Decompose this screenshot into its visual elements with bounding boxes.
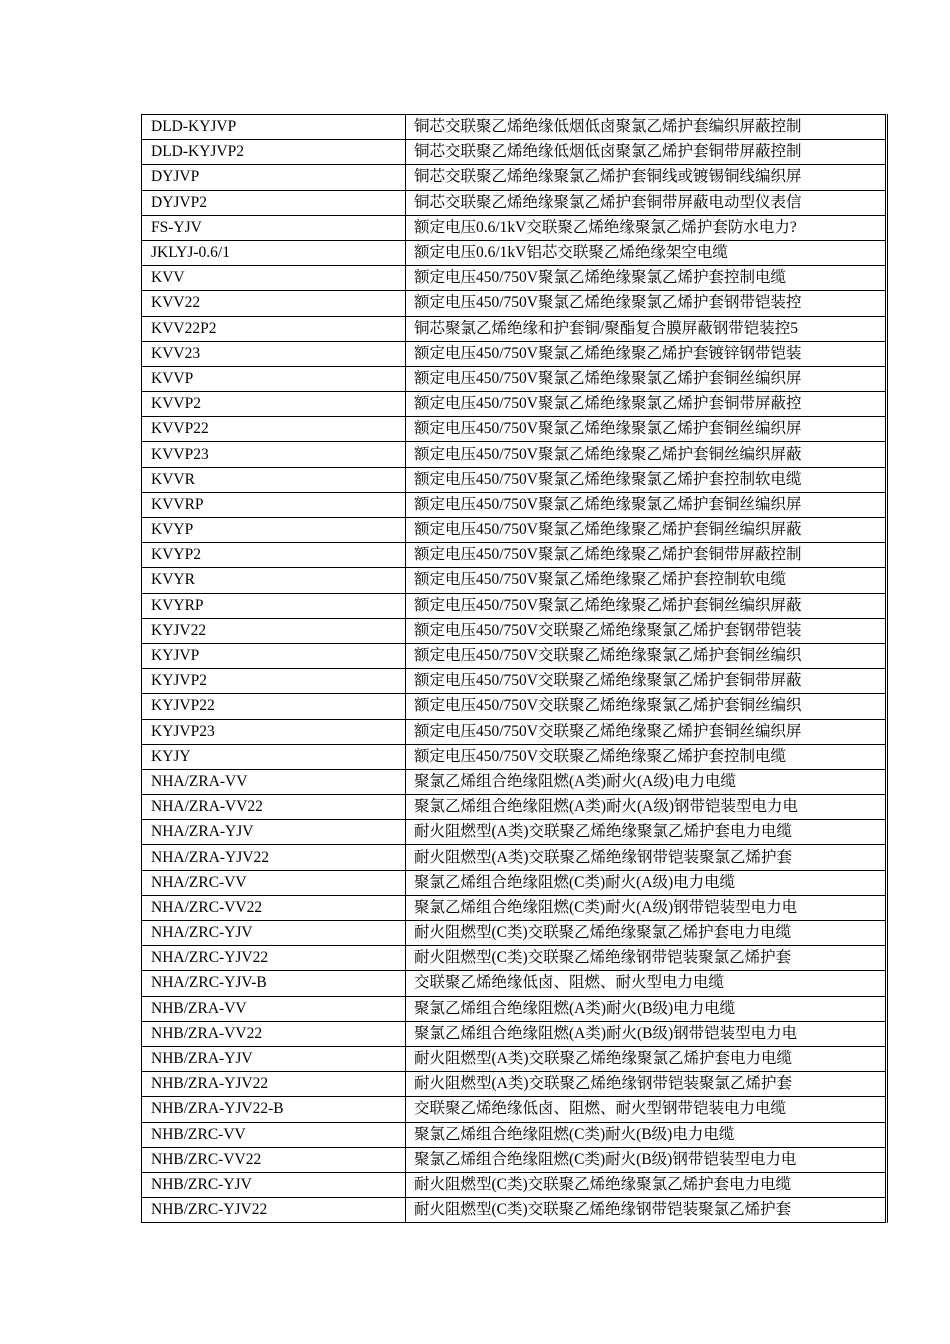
description-cell: 耐火阻燃型(C类)交联聚乙烯绝缘钢带铠装聚氯乙烯护套 <box>406 946 887 971</box>
table-row <box>142 518 887 543</box>
model-cell: KVVP <box>142 366 406 391</box>
description-cell: 额定电压450/750V聚氯乙烯绝缘聚氯乙烯护套钢带铠装控 <box>406 291 887 316</box>
table-row <box>142 669 887 694</box>
table-row <box>142 971 887 996</box>
description-cell: 铜芯交联聚乙烯绝缘低烟低卤聚氯乙烯护套编织屏蔽控制 <box>406 115 887 140</box>
description-cell: 额定电压450/750V聚氯乙烯绝缘聚乙烯护套控制软电缆 <box>406 568 887 593</box>
model-cell: NHB/ZRC-YJV <box>142 1172 406 1197</box>
description-cell: 额定电压450/750V交联聚乙烯绝缘聚氯乙烯护套铜带屏蔽 <box>406 669 887 694</box>
table-row <box>142 115 887 140</box>
table-row <box>142 694 887 719</box>
description-cell: 聚氯乙烯组合绝缘阻燃(C类)耐火(A级)电力电缆 <box>406 870 887 895</box>
description-cell: 聚氯乙烯组合绝缘阻燃(A类)耐火(B级)电力电缆 <box>406 996 887 1021</box>
table-row <box>142 442 887 467</box>
description-cell: 额定电压450/750V交联聚乙烯绝缘聚氯乙烯护套钢带铠装 <box>406 618 887 643</box>
model-cell: NHB/ZRA-VV22 <box>142 1021 406 1046</box>
table-row <box>142 316 887 341</box>
table-row <box>142 467 887 492</box>
model-cell: KVV23 <box>142 341 406 366</box>
model-cell: KYJVP23 <box>142 719 406 744</box>
model-cell: KVV <box>142 266 406 291</box>
model-cell: KVV22P2 <box>142 316 406 341</box>
description-cell: 额定电压450/750V交联聚乙烯绝缘聚氯乙烯护套铜丝编织 <box>406 643 887 668</box>
table-row <box>142 744 887 769</box>
model-cell: KVYP <box>142 518 406 543</box>
model-cell: NHB/ZRA-VV <box>142 996 406 1021</box>
description-cell: 聚氯乙烯组合绝缘阻燃(C类)耐火(B级)电力电缆 <box>406 1122 887 1147</box>
description-cell: 额定电压450/750V聚氯乙烯绝缘聚氯乙烯护套铜丝编织屏 <box>406 417 887 442</box>
table-row <box>142 719 887 744</box>
table-row <box>142 215 887 240</box>
table-row <box>142 165 887 190</box>
model-cell: NHA/ZRA-YJV <box>142 820 406 845</box>
table-row <box>142 240 887 265</box>
model-cell: KVVRP <box>142 492 406 517</box>
table-row <box>142 895 887 920</box>
model-cell: DYJVP <box>142 165 406 190</box>
model-cell: KYJVP <box>142 643 406 668</box>
description-cell: 额定电压450/750V交联聚乙烯绝缘聚氯乙烯护套铜丝编织 <box>406 694 887 719</box>
model-cell: KYJVP22 <box>142 694 406 719</box>
description-cell: 额定电压450/750V聚氯乙烯绝缘聚氯乙烯护套铜带屏蔽控 <box>406 392 887 417</box>
description-cell: 额定电压0.6/1kV交联聚乙烯绝缘聚氯乙烯护套防水电力? <box>406 215 887 240</box>
table-row <box>142 291 887 316</box>
description-cell: 额定电压450/750V交联聚乙烯绝缘聚乙烯护套铜丝编织屏 <box>406 719 887 744</box>
model-cell: NHB/ZRC-VV22 <box>142 1147 406 1172</box>
table-row <box>142 618 887 643</box>
model-cell: NHA/ZRA-VV22 <box>142 795 406 820</box>
table-row <box>142 1122 887 1147</box>
description-cell: 额定电压450/750V聚氯乙烯绝缘聚乙烯护套铜丝编织屏蔽 <box>406 593 887 618</box>
model-cell: KYJV22 <box>142 618 406 643</box>
table-row <box>142 417 887 442</box>
table-row <box>142 492 887 517</box>
description-cell: 额定电压450/750V聚氯乙烯绝缘聚乙烯护套镀锌钢带铠装 <box>406 341 887 366</box>
description-cell: 额定电压450/750V聚氯乙烯绝缘聚氯乙烯护套控制软电缆 <box>406 467 887 492</box>
table-row <box>142 996 887 1021</box>
table-row <box>142 1046 887 1071</box>
table-row <box>142 140 887 165</box>
table-row <box>142 1147 887 1172</box>
description-cell: 铜芯交联聚乙烯绝缘聚氯乙烯护套铜线或镀锡铜线编织屏 <box>406 165 887 190</box>
model-cell: NHA/ZRC-VV <box>142 870 406 895</box>
model-cell: KVVR <box>142 467 406 492</box>
table-row <box>142 543 887 568</box>
description-cell: 铜芯交联聚乙烯绝缘低烟低卤聚氯乙烯护套铜带屏蔽控制 <box>406 140 887 165</box>
description-cell: 聚氯乙烯组合绝缘阻燃(C类)耐火(A级)钢带铠装型电力电 <box>406 895 887 920</box>
model-cell: JKLYJ-0.6/1 <box>142 240 406 265</box>
description-cell: 耐火阻燃型(C类)交联聚乙烯绝缘聚氯乙烯护套电力电缆 <box>406 921 887 946</box>
description-cell: 额定电压450/750V交联聚乙烯绝缘聚乙烯护套控制电缆 <box>406 744 887 769</box>
model-cell: NHA/ZRC-YJV22 <box>142 946 406 971</box>
model-cell: NHA/ZRC-VV22 <box>142 895 406 920</box>
model-cell: NHA/ZRA-VV <box>142 769 406 794</box>
model-cell: KVVP22 <box>142 417 406 442</box>
model-cell: NHA/ZRC-YJV <box>142 921 406 946</box>
cable-model-table <box>141 114 888 1223</box>
model-cell: KVVP2 <box>142 392 406 417</box>
table-row <box>142 1097 887 1122</box>
description-cell: 铜芯聚氯乙烯绝缘和护套铜/聚酯复合膜屏蔽钢带铠装控5 <box>406 316 887 341</box>
table-row <box>142 1198 887 1223</box>
description-cell: 聚氯乙烯组合绝缘阻燃(C类)耐火(B级)钢带铠装型电力电 <box>406 1147 887 1172</box>
description-cell: 额定电压450/750V聚氯乙烯绝缘聚氯乙烯护套控制电缆 <box>406 266 887 291</box>
model-cell: KVVP23 <box>142 442 406 467</box>
description-cell: 耐火阻燃型(A类)交联聚乙烯绝缘钢带铠装聚氯乙烯护套 <box>406 845 887 870</box>
model-cell: NHB/ZRC-YJV22 <box>142 1198 406 1223</box>
table-row <box>142 769 887 794</box>
model-cell: DLD-KYJVP <box>142 115 406 140</box>
description-cell: 聚氯乙烯组合绝缘阻燃(A类)耐火(A级)钢带铠装型电力电 <box>406 795 887 820</box>
model-cell: KVYR <box>142 568 406 593</box>
model-cell: KYJVP2 <box>142 669 406 694</box>
model-cell: FS-YJV <box>142 215 406 240</box>
description-cell: 交联聚乙烯绝缘低卤、阻燃、耐火型电力电缆 <box>406 971 887 996</box>
table-row <box>142 795 887 820</box>
model-cell: DYJVP2 <box>142 190 406 215</box>
description-cell: 额定电压450/750V聚氯乙烯绝缘聚乙烯护套铜丝编织屏蔽 <box>406 518 887 543</box>
model-cell: NHB/ZRA-YJV22-B <box>142 1097 406 1122</box>
description-cell: 耐火阻燃型(A类)交联聚乙烯绝缘聚氯乙烯护套电力电缆 <box>406 1046 887 1071</box>
description-cell: 耐火阻燃型(A类)交联聚乙烯绝缘钢带铠装聚氯乙烯护套 <box>406 1072 887 1097</box>
model-cell: KVV22 <box>142 291 406 316</box>
table-row <box>142 266 887 291</box>
description-cell: 额定电压450/750V聚氯乙烯绝缘聚氯乙烯护套铜丝编织屏 <box>406 366 887 391</box>
table-row <box>142 1021 887 1046</box>
table-row <box>142 820 887 845</box>
description-cell: 耐火阻燃型(A类)交联聚乙烯绝缘聚氯乙烯护套电力电缆 <box>406 820 887 845</box>
model-cell: KVYRP <box>142 593 406 618</box>
description-cell: 耐火阻燃型(C类)交联聚乙烯绝缘钢带铠装聚氯乙烯护套 <box>406 1198 887 1223</box>
description-cell: 铜芯交联聚乙烯绝缘聚氯乙烯护套铜带屏蔽电动型仪表信 <box>406 190 887 215</box>
table-row <box>142 643 887 668</box>
model-cell: DLD-KYJVP2 <box>142 140 406 165</box>
table-row <box>142 341 887 366</box>
cable-table-body <box>142 115 887 1223</box>
table-row <box>142 845 887 870</box>
model-cell: NHA/ZRC-YJV-B <box>142 971 406 996</box>
description-cell: 额定电压450/750V聚氯乙烯绝缘聚乙烯护套铜丝编织屏蔽 <box>406 442 887 467</box>
model-cell: NHB/ZRA-YJV22 <box>142 1072 406 1097</box>
model-cell: NHB/ZRC-VV <box>142 1122 406 1147</box>
model-cell: NHA/ZRA-YJV22 <box>142 845 406 870</box>
table-row <box>142 568 887 593</box>
model-cell: NHB/ZRA-YJV <box>142 1046 406 1071</box>
table-row <box>142 1172 887 1197</box>
model-cell: KVYP2 <box>142 543 406 568</box>
table-row <box>142 946 887 971</box>
table-row <box>142 593 887 618</box>
model-cell: KYJY <box>142 744 406 769</box>
description-cell: 额定电压450/750V聚氯乙烯绝缘聚乙烯护套铜带屏蔽控制 <box>406 543 887 568</box>
table-row <box>142 870 887 895</box>
table-row <box>142 1072 887 1097</box>
description-cell: 额定电压0.6/1kV铝芯交联聚乙烯绝缘架空电缆 <box>406 240 887 265</box>
description-cell: 聚氯乙烯组合绝缘阻燃(A类)耐火(A级)电力电缆 <box>406 769 887 794</box>
description-cell: 耐火阻燃型(C类)交联聚乙烯绝缘聚氯乙烯护套电力电缆 <box>406 1172 887 1197</box>
table-row <box>142 366 887 391</box>
description-cell: 交联聚乙烯绝缘低卤、阻燃、耐火型钢带铠装电力电缆 <box>406 1097 887 1122</box>
table-row <box>142 190 887 215</box>
description-cell: 聚氯乙烯组合绝缘阻燃(A类)耐火(B级)钢带铠装型电力电 <box>406 1021 887 1046</box>
table-row <box>142 392 887 417</box>
description-cell: 额定电压450/750V聚氯乙烯绝缘聚氯乙烯护套铜丝编织屏 <box>406 492 887 517</box>
table-row <box>142 921 887 946</box>
